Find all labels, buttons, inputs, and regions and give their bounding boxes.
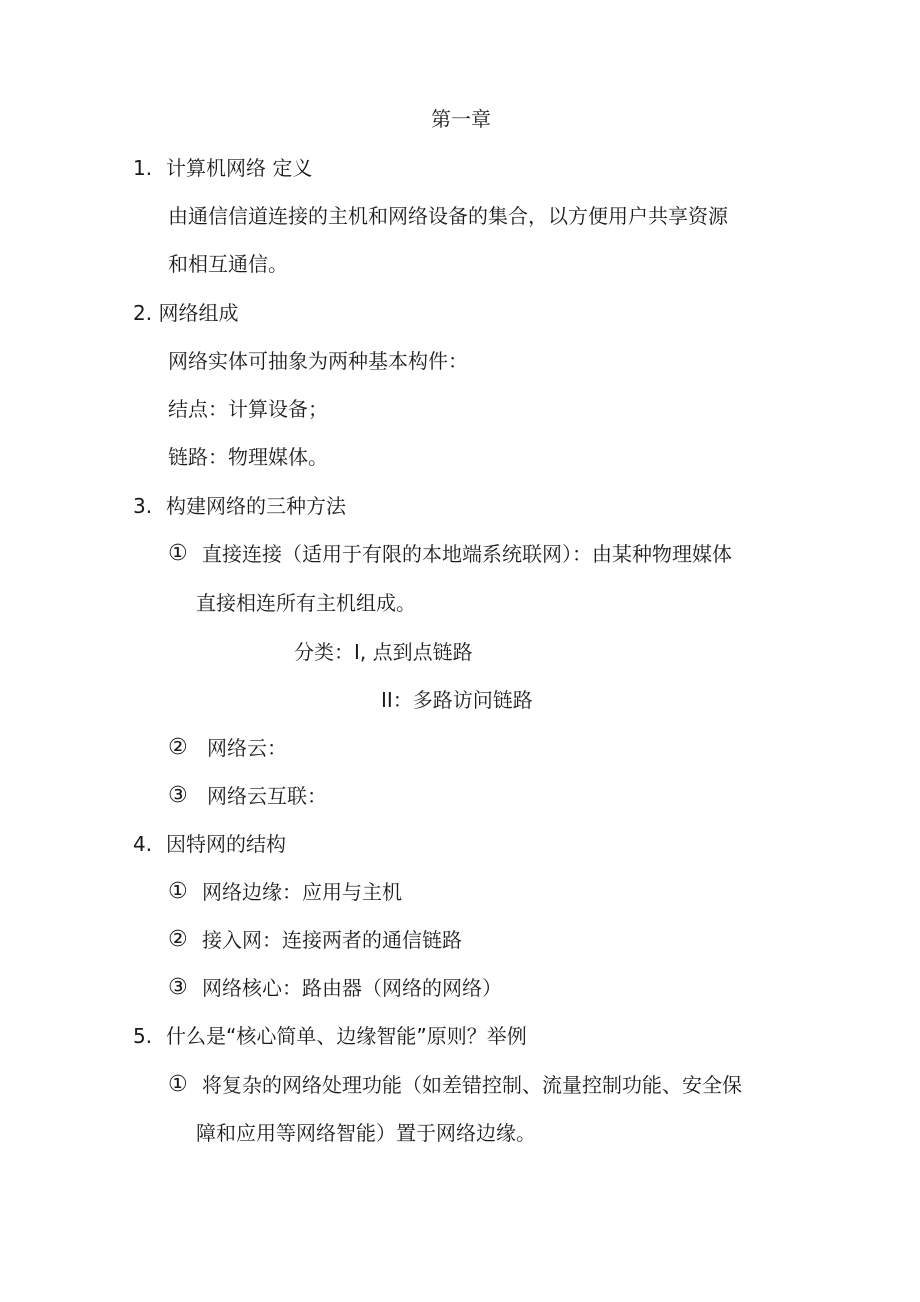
classification-line-2: II：多路访问链路 (381, 688, 533, 712)
section-3-item-1-line-1: 直接连接（适用于有限的本地端系统联网）：由某种物理媒体 (202, 542, 732, 566)
circled-two-marker: ② (168, 735, 188, 760)
section-1-number: 1. (133, 156, 153, 180)
section-1-text-line-1: 由通信信道连接的主机和网络设备的集合，以方便用户共享资源 (168, 204, 728, 228)
circled-two-marker: ② (168, 927, 188, 952)
classification-line-1: 分类：I, 点到点链路 (294, 640, 473, 664)
section-2-text-line-3: 链路：物理媒体。 (168, 445, 328, 469)
section-2-text-line-1: 网络实体可抽象为两种基本构件： (168, 349, 468, 373)
section-3-item-2: 网络云： (207, 736, 287, 760)
section-3-item-1-line-2: 直接相连所有主机组成。 (196, 591, 416, 615)
section-5-item-1-line-1: 将复杂的网络处理功能（如差错控制、流量控制功能、安全保 (202, 1073, 742, 1097)
circled-three-marker: ③ (168, 975, 188, 1000)
section-2-text-line-2: 结点：计算设备； (168, 397, 328, 421)
section-1-heading: 计算机网络 定义 (166, 156, 313, 180)
section-1-text-line-2: 和相互通信。 (168, 252, 288, 276)
section-4-item-3: 网络核心：路由器（网络的网络） (202, 976, 502, 1000)
section-4-item-2: 接入网：连接两者的通信链路 (202, 928, 462, 952)
section-5-item-1-line-2: 障和应用等网络智能）置于网络边缘。 (196, 1121, 536, 1145)
circled-three-marker: ③ (168, 783, 188, 808)
chapter-title: 第一章 (431, 107, 491, 131)
section-3-heading: 构建网络的三种方法 (166, 494, 346, 518)
section-3-number: 3. (133, 494, 153, 518)
section-3-item-3: 网络云互联： (207, 784, 327, 808)
section-4-heading: 因特网的结构 (166, 832, 286, 856)
circled-one-marker: ① (168, 1072, 188, 1097)
circled-one-marker: ① (168, 541, 188, 566)
circled-one-marker: ① (168, 879, 188, 904)
section-5-heading: 什么是“核心简单、边缘智能”原则？举例 (166, 1024, 527, 1048)
section-4-number: 4. (133, 832, 153, 856)
section-2-heading: 2. 网络组成 (133, 301, 239, 325)
section-4-item-1: 网络边缘：应用与主机 (202, 880, 402, 904)
section-5-number: 5. (133, 1024, 153, 1048)
